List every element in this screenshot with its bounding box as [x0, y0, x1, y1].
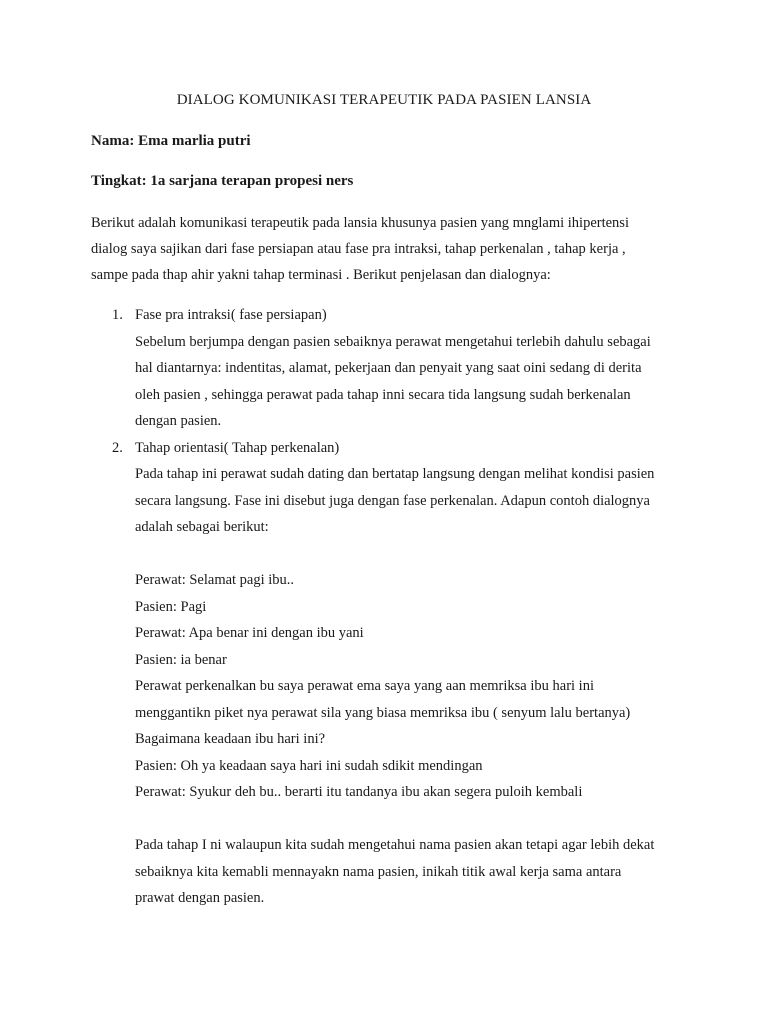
list-number: 2.	[112, 439, 123, 456]
student-level: Tingkat: 1a sarjana terapan propesi ners	[91, 173, 354, 189]
blank-line	[135, 806, 701, 833]
dialog-line: Perawat: Selamat pagi ibu..	[135, 572, 295, 588]
intro-line: dialog saya sajikan dari fase persiapan atau fase pra intraksi, tahap perkenalan , tahap kerja ,	[91, 241, 626, 257]
item-line: Pada tahap ini perawat sudah dating dan bertatap langsung dengan melihat kondisi pasien	[135, 466, 655, 482]
closing-line: Pada tahap I ni walaupun kita sudah mengetahui nama pasien akan tetapi agar lebih dekat	[135, 837, 655, 853]
list-number: 1.	[112, 307, 123, 323]
intro-paragraph	[91, 210, 691, 288]
dialog-line: Perawat: Apa benar ini dengan ibu yani	[135, 625, 364, 641]
dialog-line: Pasien: Oh ya keadaan saya hari ini sudah sdikit mendingan	[135, 757, 483, 774]
item-line: Sebelum berjumpa dengan pasien sebaiknya perawat mengetahui terlebih dahulu sebagai	[135, 333, 651, 350]
dialog-line: menggantikn piket nya perawat sila yang biasa memriksa ibu ( senyum lalu bertanya)	[135, 704, 631, 721]
item-line: adalah sebagai berikut:	[135, 519, 269, 535]
item-heading: Fase pra intraksi( fase persiapan)	[135, 307, 327, 323]
list-item-orientation	[91, 435, 701, 912]
list-item-pre-interaction	[91, 302, 701, 435]
closing-line: sebaiknya kita kemabli mennayakn nama pasien, inikah titik awal kerja sama antara	[135, 863, 622, 880]
intro-line: Berikut adalah komunikasi terapeutik pada lansia khusunya pasien yang mnglami ihipertensi	[91, 215, 629, 231]
dialog-line: Pasien: ia benar	[135, 651, 227, 668]
dialog-line: Perawat perkenalkan bu saya perawat ema saya yang aan memriksa ibu hari ini	[135, 678, 594, 694]
dialog-line: Bagaimana keadaan ibu hari ini?	[135, 731, 326, 747]
closing-line: prawat dengan pasien.	[135, 890, 265, 906]
numbered-list	[91, 302, 701, 912]
item-heading: Tahap orientasi( Tahap perkenalan)	[135, 439, 340, 456]
student-name: Nama: Ema marlia putri	[91, 133, 251, 149]
dialog-line: Perawat: Syukur deh bu.. berarti itu tandanya ibu akan segera puloih kembali	[135, 784, 583, 800]
item-line: dengan pasien.	[135, 413, 222, 429]
document-title: DIALOG KOMUNIKASI TERAPEUTIK PADA PASIEN LANSIA	[176, 92, 592, 108]
item-line: oleh pasien , sehingga perawat pada tahap inni secara tida langsung sudah berkenalan	[135, 386, 631, 403]
dialog-line: Pasien: Pagi	[135, 598, 207, 615]
item-line: secara langsung. Fase ini disebut juga dengan fase perkenalan. Adapun contoh dialognya	[135, 492, 650, 509]
intro-line: sampe pada thap ahir yakni tahap terminasi . Berikut penjelasan dan dialognya:	[91, 267, 551, 283]
item-line: hal diantarnya: indentitas, alamat, pekerjaan dan penyait yang saat oini sedang di derita	[135, 360, 642, 376]
blank-line	[135, 541, 701, 568]
